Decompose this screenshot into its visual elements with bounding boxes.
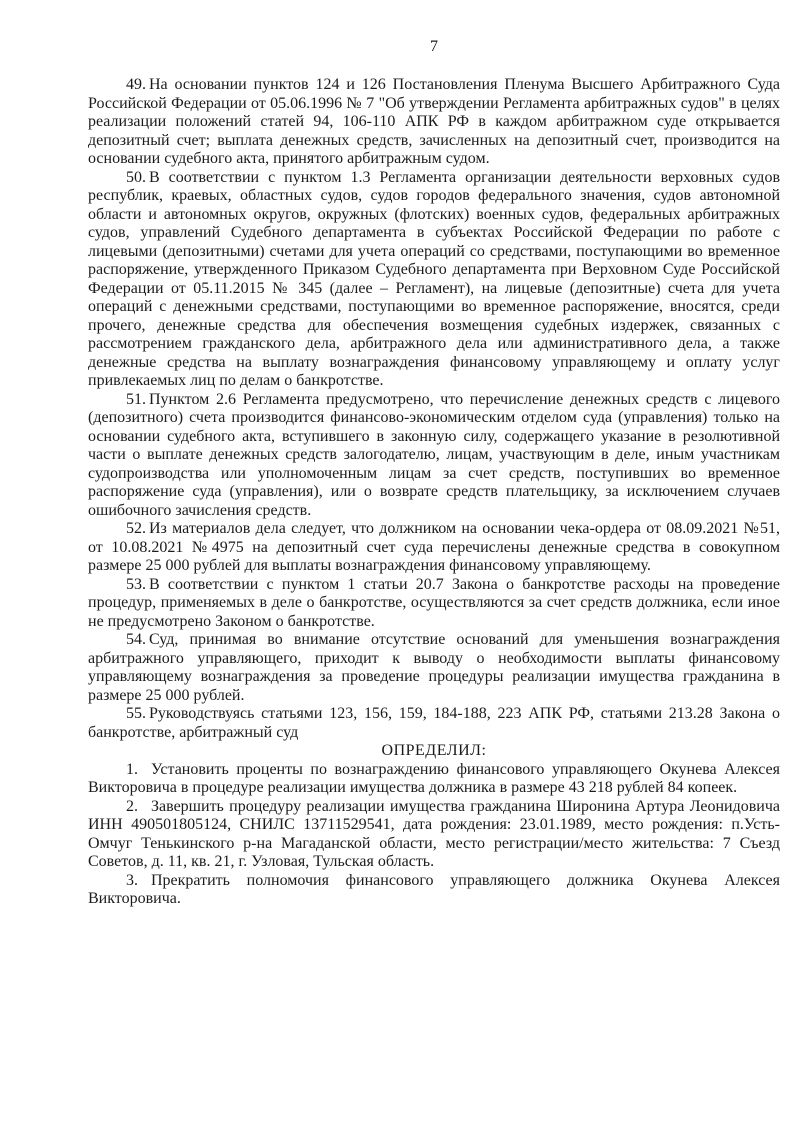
paragraph-54-text: Суд, принимая во внимание отсутствие оснований для уменьшения вознаграждения арбитражного управляющего, приходит к выводу о необходимости выплаты финансовому управляющему вознаграждения за проведение процедуры реализации имущества гражданина в размере 25 000 рублей. xyxy=(88,631,780,704)
resolution-item-1 xyxy=(88,761,780,798)
paragraph-50-number: 50. xyxy=(126,168,146,186)
resolution-item-2 xyxy=(88,798,780,872)
resolution-heading: ОПРЕДЕЛИЛ: xyxy=(381,742,487,759)
paragraph-49 xyxy=(88,76,780,169)
document-body xyxy=(88,76,780,909)
resolution-item-3-text: Прекратить полномочия финансового управляющего должника Окунева Алексея Викторовича. xyxy=(88,871,780,907)
resolution-item-2-text: Завершить процедуру реализации имущества гражданина Широнина Артура Леонидовича ИНН 490501805124, СНИЛС 13711529541, дата рождения: 23.01.1989, место рождения: п.Усть-Омчуг Тенькинского р-на Магаданской области, место регистрации/место жительства: 7 Съезд Советов, д. 11, кв. 21, г. Узловая, Тульская область. xyxy=(88,797,780,870)
paragraph-51-text: Пунктом 2.6 Регламента предусмотрено, что перечисление денежных средств с лицевого (депозитного) счета производится финансово-экономическим отделом суда (управления) только на основании судебного акта, вступившего в законную силу, содержащего указание в резолютивной части о выплате денежных средств залогодателю, лицам, участвующим в деле, иным участникам судопроизводства или уполномоченным лицам за счет средств, поступивших во временное распоряжение суда (управления), или о возврате средств плательщику, за исключением случаев ошибочного зачисления средств. xyxy=(88,390,780,519)
page-number: 7 xyxy=(430,38,438,55)
paragraph-52-number: 52. xyxy=(126,520,146,537)
paragraph-52 xyxy=(88,520,780,576)
resolution-item-3 xyxy=(88,872,780,909)
resolution-item-1-number: 1. xyxy=(126,760,138,778)
paragraph-55-text: Руководствуясь статьями 123, 156, 159, 184-188, 223 АПК РФ, статьями 213.28 Закона о банкротстве, арбитражный суд xyxy=(88,705,780,741)
paragraph-54-number: 54. xyxy=(126,631,146,648)
paragraph-53 xyxy=(88,576,780,632)
resolution-item-2-number: 2. xyxy=(126,797,138,815)
paragraph-49-number: 49. xyxy=(126,76,146,93)
paragraph-51 xyxy=(88,391,780,521)
paragraph-50 xyxy=(88,169,780,391)
resolution-item-3-number: 3. xyxy=(126,871,138,889)
paragraph-49-text: На основании пунктов 124 и 126 Постановления Пленума Высшего Арбитражного Суда Российской Федерации от 05.06.1996 № 7 "Об утверждении Регламента арбитражных судов" в целях реализации положений статей 94, 106-110 АПК РФ в каждом арбитражном суде открывается депозитный счет; выплата денежных средств, зачисленных на депозитный счет, производится на основании судебного акта, принятого арбитражным судом. xyxy=(88,76,780,167)
paragraph-53-number: 53. xyxy=(126,575,146,593)
paragraph-53-text: В соответствии с пунктом 1 статьи 20.7 Закона о банкротстве расходы на проведение процедур, применяемых в деле о банкротстве, осуществляются за счет средств должника, если иное не предусмотрено Законом о банкротстве. xyxy=(88,575,780,630)
paragraph-52-text: Из материалов дела следует, что должником на основании чека-ордера от 08.09.2021 №51, от 10.08.2021 №4975 на депозитный счет суда перечислены денежные средства в совокупном размере 25 000 рублей для выплаты вознаграждения финансовому управляющему. xyxy=(88,520,780,574)
paragraph-54 xyxy=(88,631,780,705)
paragraph-51-number: 51. xyxy=(126,390,146,408)
paragraph-55 xyxy=(88,705,780,742)
paragraph-50-text: В соответствии с пунктом 1.3 Регламента организации деятельности верховных судов республик, краевых, областных судов, судов городов федерального значения, судов автономной области и автономных округов, окружных (флотских) военных судов, федеральных арбитражных судов, управлений Судебного департамента в субъектах Российской Федерации по работе с лицевыми (депозитными) счетами для учета операций со средствами, поступающими во временное распоряжение, утвержденного Приказом Судебного департамента при Верховном Суде Российской Федерации от 05.11.2015 № 345 (далее – Регламент), на лицевые (депозитные) счета для учета операций с денежными средствами, поступающими во временное распоряжение, вносятся, среди прочего, денежные средства для обеспечения возмещения судебных издержек, связанных с рассмотрением гражданского дела, арбитражного дела или административного дела, а также денежные средства на выплату вознаграждения финансовому управляющему и оплату услуг привлекаемых лиц по делам о банкротстве. xyxy=(88,168,780,389)
resolution-item-1-text: Установить проценты по вознаграждению финансового управляющего Окунева Алексея Викторовича в процедуре реализации имущества должника в размере 43 218 рублей 84 копеек. xyxy=(88,760,780,796)
paragraph-55-number: 55. xyxy=(126,705,146,722)
